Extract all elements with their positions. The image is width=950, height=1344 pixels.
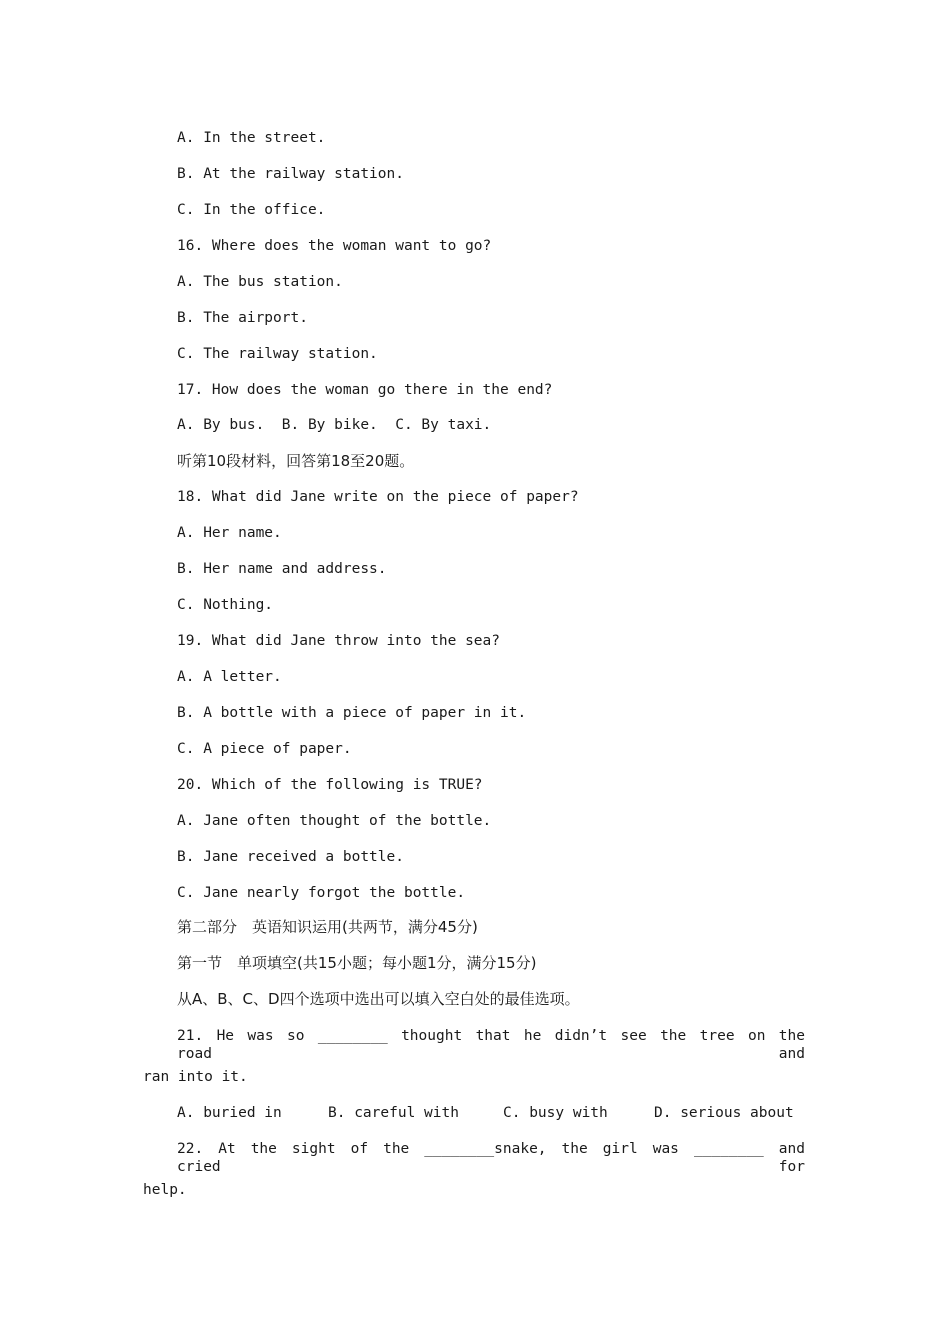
q16-option-c: C. The railway station. — [177, 346, 378, 362]
q21-option-d: D. serious about — [654, 1105, 794, 1121]
q19-option-a: A. A letter. — [177, 669, 282, 685]
q19-option-b: B. A bottle with a piece of paper in it. — [177, 705, 527, 721]
section10-instruction: 听第10段材料，回答第18至20题。 — [177, 452, 415, 470]
q17-question: 17. How does the woman go there in the end? — [177, 382, 553, 398]
q17-options: A. By bus. B. By bike. C. By taxi. — [177, 417, 492, 433]
q21-stem-line1: 21. He was so ________ thought that he didn’t see the tree on the road and — [177, 1028, 805, 1062]
q15-option-b: B. At the railway station. — [177, 166, 404, 182]
q18-option-b: B. Her name and address. — [177, 561, 387, 577]
q18-question: 18. What did Jane write on the piece of paper? — [177, 489, 579, 505]
q19-option-c: C. A piece of paper. — [177, 741, 352, 757]
q20-option-b: B. Jane received a bottle. — [177, 849, 404, 865]
q21-option-c: C. busy with — [503, 1105, 608, 1121]
part2-title: 第二部分 英语知识运用(共两节，满分45分) — [177, 918, 478, 936]
q20-option-c: C. Jane nearly forgot the bottle. — [177, 885, 466, 901]
q22-stem-line2: help. — [143, 1182, 187, 1198]
q16-option-a: A. The bus station. — [177, 274, 343, 290]
q19-question: 19. What did Jane throw into the sea? — [177, 633, 501, 649]
q22-stem-line1: 22. At the sight of the ________snake, the girl was ________ and cried for — [177, 1141, 805, 1175]
q21-option-b: B. careful with — [328, 1105, 459, 1121]
q15-option-a: A. In the street. — [177, 130, 326, 146]
q16-option-b: B. The airport. — [177, 310, 308, 326]
section1-title: 第一节 单项填空(共15小题；每小题1分，满分15分) — [177, 954, 537, 972]
q18-option-a: A. Her name. — [177, 525, 282, 541]
section1-instruction: 从A、B、C、D四个选项中选出可以填入空白处的最佳选项。 — [177, 990, 580, 1008]
q18-option-c: C. Nothing. — [177, 597, 274, 613]
q21-option-a: A. buried in — [177, 1105, 282, 1121]
q16-question: 16. Where does the woman want to go? — [177, 238, 492, 254]
q15-option-c: C. In the office. — [177, 202, 326, 218]
q20-option-a: A. Jane often thought of the bottle. — [177, 813, 492, 829]
q21-stem-line2: ran into it. — [143, 1069, 248, 1085]
q20-question: 20. Which of the following is TRUE? — [177, 777, 483, 793]
